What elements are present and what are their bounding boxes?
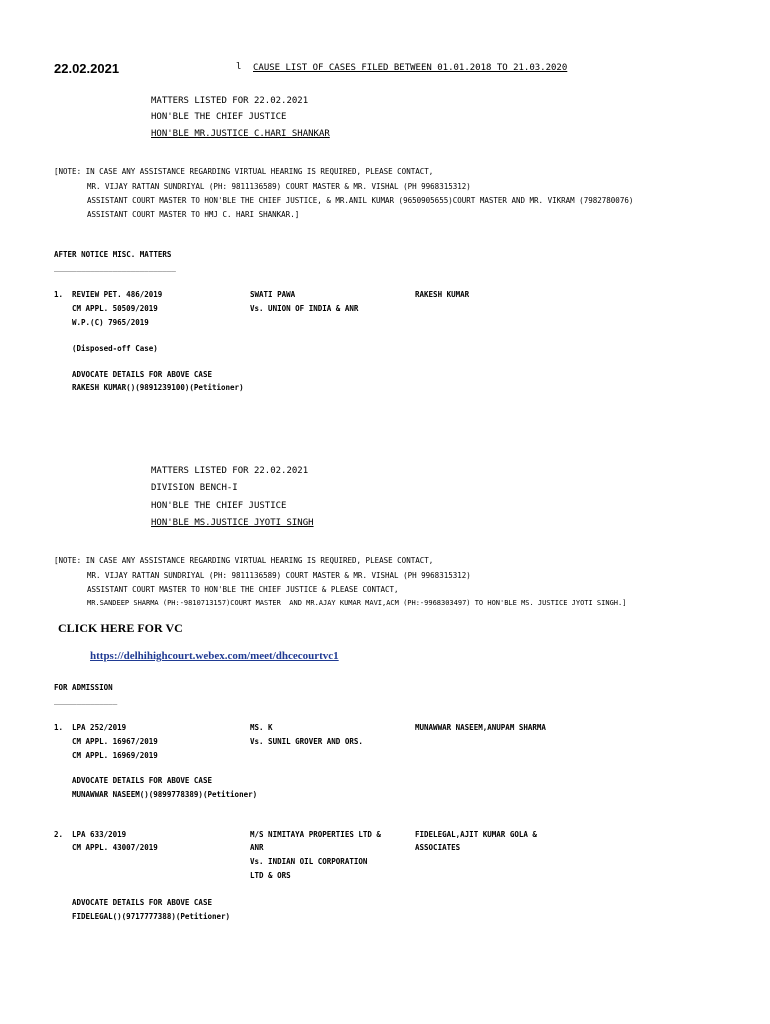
vc-link[interactable]: https://delhihighcourt.webex.com/meet/dhcecourtvc1 — [90, 650, 339, 662]
case-id: LPA 252/2019 — [72, 723, 127, 732]
note-line: ASSISTANT COURT MASTER TO HMJ C. HARI SHANKAR.] — [87, 210, 300, 219]
party-name: LTD & ORS — [250, 871, 291, 880]
case-id: CM APPL. 50509/2019 — [72, 304, 158, 313]
case-id: CM APPL. 16969/2019 — [72, 751, 158, 760]
bench-justice-jyoti-singh: HON'BLE MS.JUSTICE JYOTI SINGH — [151, 518, 314, 528]
advocate-details: RAKESH KUMAR()(9891239100)(Petitioner) — [72, 383, 244, 392]
note-line: ASSISTANT COURT MASTER TO HON'BLE THE CHIEF JUSTICE & PLEASE CONTACT, — [87, 585, 399, 594]
bench-chief-justice: HON'BLE THE CHIEF JUSTICE — [151, 112, 287, 122]
advocate-details-heading: ADVOCATE DETAILS FOR ABOVE CASE — [72, 776, 212, 785]
vc-label: CLICK HERE FOR VC — [58, 621, 183, 635]
bench-chief-justice: HON'BLE THE CHIEF JUSTICE — [151, 501, 287, 511]
case-id: CM APPL. 43007/2019 — [72, 843, 158, 852]
advocate-name: ASSOCIATES — [415, 843, 461, 852]
case-number: 2. — [54, 830, 64, 839]
party-name: MS. K — [250, 723, 273, 732]
cause-list-date: 22.02.2021 — [54, 61, 120, 76]
advocate-details: MUNAWWAR NASEEM()(9899778389)(Petitioner) — [72, 790, 258, 799]
advocate-name: MUNAWWAR NASEEM,ANUPAM SHARMA — [415, 723, 546, 732]
case-id: REVIEW PET. 486/2019 — [72, 290, 163, 299]
case-number: 1. — [54, 723, 64, 732]
note-line: [NOTE: IN CASE ANY ASSISTANCE REGARDING VIRTUAL HEARING IS REQUIRED, PLEASE CONTACT, — [54, 167, 434, 176]
header-bar-glyph: l — [236, 62, 242, 72]
case-id: CM APPL. 16967/2019 — [72, 737, 158, 746]
matters-listed-heading: MATTERS LISTED FOR 22.02.2021 — [151, 466, 309, 476]
note-line: MR. VIJAY RATTAN SUNDRIYAL (PH: 9811136589) COURT MASTER & MR. VISHAL (PH 9968315312) — [87, 182, 471, 191]
party-name: Vs. SUNIL GROVER AND ORS. — [250, 737, 363, 746]
party-name: SWATI PAWA — [250, 290, 296, 299]
advocate-details-heading: ADVOCATE DETAILS FOR ABOVE CASE — [72, 898, 212, 907]
advocate-details-heading: ADVOCATE DETAILS FOR ABOVE CASE — [72, 370, 212, 379]
party-name: Vs. INDIAN OIL CORPORATION — [250, 857, 368, 866]
advocate-name: FIDELEGAL,AJIT KUMAR GOLA & — [415, 830, 537, 839]
category-heading: FOR ADMISSION — [54, 683, 113, 692]
party-name: M/S NIMITAYA PROPERTIES LTD & — [250, 830, 381, 839]
case-status: (Disposed-off Case) — [72, 344, 158, 353]
category-rule: ______________ — [54, 696, 118, 705]
division-bench-heading: DIVISION BENCH-I — [151, 483, 238, 493]
note-line: ASSISTANT COURT MASTER TO HON'BLE THE CHIEF JUSTICE, & MR.ANIL KUMAR (9650905655)COURT MASTER AND MR. VIKRAM (7982780076) — [87, 196, 634, 205]
party-name: ANR — [250, 843, 264, 852]
note-line: MR.SANDEEP SHARMA (PH:-9810713157)COURT MASTER AND MR.AJAY KUMAR MAVI,ACM (PH:-9968303497) TO HON'BLE MS. JUSTICE JYOTI SINGH.] — [87, 599, 627, 607]
advocate-name: RAKESH KUMAR — [415, 290, 470, 299]
case-number: 1. — [54, 290, 64, 299]
matters-listed-heading: MATTERS LISTED FOR 22.02.2021 — [151, 96, 309, 106]
note-line: MR. VIJAY RATTAN SUNDRIYAL (PH: 9811136589) COURT MASTER & MR. VISHAL (PH 9968315312) — [87, 571, 471, 580]
party-name: Vs. UNION OF INDIA & ANR — [250, 304, 359, 313]
advocate-details: FIDELEGAL()(9717777388)(Petitioner) — [72, 912, 231, 921]
cause-list-title: CAUSE LIST OF CASES FILED BETWEEN 01.01.2018 TO 21.03.2020 — [253, 63, 568, 73]
category-rule: ___________________________ — [54, 263, 176, 272]
bench-justice-hari-shankar: HON'BLE MR.JUSTICE C.HARI SHANKAR — [151, 129, 330, 139]
case-id: LPA 633/2019 — [72, 830, 127, 839]
case-id: W.P.(C) 7965/2019 — [72, 318, 149, 327]
note-line: [NOTE: IN CASE ANY ASSISTANCE REGARDING VIRTUAL HEARING IS REQUIRED, PLEASE CONTACT, — [54, 556, 434, 565]
category-heading: AFTER NOTICE MISC. MATTERS — [54, 250, 172, 259]
